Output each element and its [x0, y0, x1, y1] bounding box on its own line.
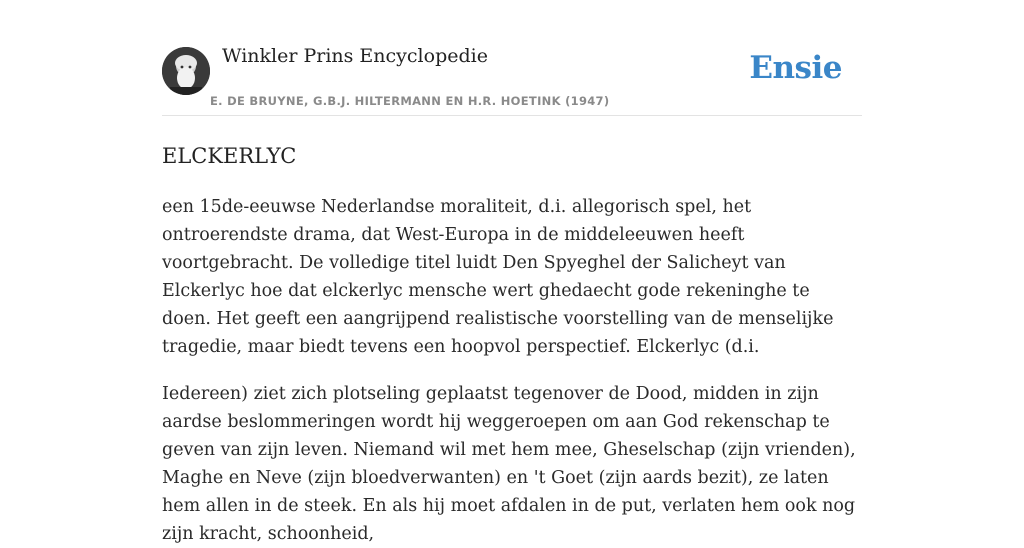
- avatar[interactable]: [162, 47, 210, 95]
- page: [162, 0, 862, 548]
- brand-logo[interactable]: Ensie: [749, 50, 842, 86]
- article-title: ELCKERLYC: [162, 144, 297, 168]
- article-body: [162, 193, 862, 548]
- author-portrait-icon: [162, 47, 210, 95]
- authors-credit: E. DE BRUYNE, G.B.J. HILTERMANN EN H.R. HOETINK (1947): [210, 94, 610, 108]
- article-paragraph: een 15de-eeuwse Nederlandse moraliteit, d.i. allegorisch spel, het ontroerendste drama, dat West-Europa in de middeleeuwen heeft voortgebracht. De volledige titel luidt Den Spyeghel der Salicheyt van Elckerlyc hoe dat elckerlyc mensche wert ghedaecht gode rekeninghe te doen. Het geeft een aangrijpend realistische voorstelling van de menselijke tragedie, maar biedt tevens een hoopvol perspectief. Elckerlyc (d.i.: [162, 197, 834, 357]
- article-paragraph: Iedereen) ziet zich plotseling geplaatst tegenover de Dood, midden in zijn aardse beslommeringen wordt hij weggeroepen om aan God rekenschap te geven van zijn leven. Niemand wil met hem mee, Gheselschap (zijn vrienden), Maghe en Neve (zijn bloedverwanten) en 't Goet (zijn aards bezit), ze laten hem allen in de steek. En als hij moet afdalen in de put, verlaten hem ook nog zijn kracht, schoonheid,: [162, 384, 856, 544]
- encyclopedia-title[interactable]: Winkler Prins Encyclopedie: [222, 45, 488, 67]
- header: [162, 0, 862, 116]
